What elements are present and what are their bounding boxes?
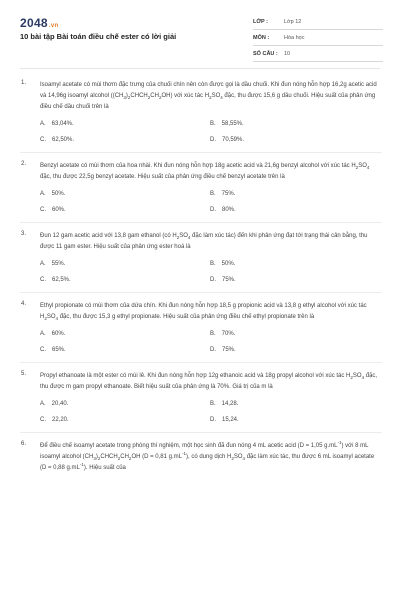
option-text: 14,28. xyxy=(221,401,239,407)
meta-value: Lớp 12 xyxy=(284,19,302,25)
option-letter: D. xyxy=(210,417,216,423)
question-separator xyxy=(20,362,382,363)
question-separator xyxy=(20,432,382,433)
option-text: 62,50%. xyxy=(52,137,75,143)
question-block xyxy=(20,441,382,474)
logo-tld: .vn xyxy=(48,23,59,29)
question-text: Đun 12 gam acetic acid với 13,8 gam ethanol (có $H_2SO_4$ đặc làm xúc tác) đến khi phản ứng đạt tới trạng thái cân bằng, thu được 11 gam ester. Hiệu suất của phản ứng ester hoá là xyxy=(40,233,368,250)
answer-option[interactable] xyxy=(210,121,244,127)
answer-option[interactable] xyxy=(40,277,71,283)
option-letter: D. xyxy=(210,347,216,353)
question-text: Để điều chế isoamyl acetate trong phòng thí nghiệm, một học sinh đã đun nóng 4 mL acetic acid (D = 1,05 $g.mL^{-1}$) với 8 mL isoamyl alcohol $(CH_3)_2CHCH_2CH_2OH$ (D = 0,81 $g.mL^{-1}$), có dung dịch $H_2SO_4$ đặc làm xúc tác, thu được 6 mL isoamyl acetate (D = 0,88 $g.mL^{-1}$). Hiệu suất của xyxy=(40,440,375,471)
option-text: 50%. xyxy=(221,261,236,267)
option-text: 60%. xyxy=(52,207,66,213)
question-number: 1. xyxy=(21,80,27,86)
question-number: 4. xyxy=(21,301,27,307)
option-letter: B. xyxy=(210,331,216,337)
question-number: 6. xyxy=(21,441,27,447)
meta-key: LỚP : xyxy=(253,19,268,25)
site-logo[interactable] xyxy=(20,16,58,30)
option-letter: D. xyxy=(210,207,216,213)
answer-option[interactable] xyxy=(40,261,65,267)
option-text: 22,20. xyxy=(52,417,69,423)
question-text: Benzyl acetate có mùi thơm của hoa nhài. Khi đun nóng hỗn hợp 18g acetic acid và 21,6g benzyl alcohol với xúc tác $H_2SO_4$ đặc, thu được 22,5g benzyl acetate. Hiệu suất của phản ứng điều chế benzyl acetate trên là xyxy=(40,163,370,180)
option-text: 75%. xyxy=(222,277,236,283)
option-letter: C. xyxy=(40,277,46,283)
question-list xyxy=(20,80,382,474)
question-text: Propyl ethanoate là một ester có mùi lê. Khi đun nóng hỗn hợp 12g ethanoic acid và 18g propyl alcohol với xúc tác $H_2SO_4$ đặc, thu được m gam propyl ethanoate. Biết hiệu suất của phản ứng là 70%. Giá trị của m là xyxy=(40,373,378,390)
meta-key: MÔN : xyxy=(253,35,270,41)
header-divider xyxy=(20,68,380,69)
option-text: 20,40. xyxy=(51,401,69,407)
option-letter: B. xyxy=(210,401,216,407)
answer-option[interactable] xyxy=(40,347,66,353)
document-meta xyxy=(253,16,383,64)
question-block xyxy=(20,161,382,223)
option-letter: A. xyxy=(40,191,46,197)
answer-options xyxy=(40,253,382,287)
meta-row-class xyxy=(253,16,383,30)
question-text: Ethyl propionate có mùi thơm của dứa chín. Khi đun nóng hỗn hợp 18,5 g propionic acid và 13,8 g ethyl alcohol với xúc tác $H_2SO_4$ đặc, thu được 15,3 g ethyl propionate. Hiệu suất của phản ứng điều chế ethyl propionate trên là xyxy=(40,303,367,322)
answer-options xyxy=(40,113,382,147)
logo-main: 2048 xyxy=(20,16,48,30)
option-text: 75%. xyxy=(221,191,236,197)
answer-option[interactable] xyxy=(210,347,236,353)
option-letter: B. xyxy=(210,191,216,197)
option-text: 63,04%. xyxy=(51,121,74,127)
question-separator xyxy=(20,292,382,293)
option-letter: C. xyxy=(40,137,46,143)
option-letter: B. xyxy=(210,121,216,127)
answer-option[interactable] xyxy=(40,137,74,143)
question-block xyxy=(20,371,382,433)
option-text: 15,24. xyxy=(222,417,239,423)
answer-option[interactable] xyxy=(210,331,235,337)
answer-option[interactable] xyxy=(40,331,65,337)
question-number: 2. xyxy=(21,161,27,167)
answer-option[interactable] xyxy=(210,277,236,283)
option-text: 75%. xyxy=(222,347,236,353)
answer-option[interactable] xyxy=(210,417,239,423)
option-letter: A. xyxy=(40,261,46,267)
question-block xyxy=(20,231,382,293)
meta-row-count xyxy=(253,48,383,62)
answer-option[interactable] xyxy=(40,121,74,127)
answer-option[interactable] xyxy=(40,417,69,423)
answer-options xyxy=(40,393,382,427)
option-text: 70,59%. xyxy=(222,137,245,143)
question-block xyxy=(20,80,382,153)
option-letter: D. xyxy=(210,137,216,143)
option-text: 60%. xyxy=(51,331,66,337)
option-text: 65%. xyxy=(52,347,66,353)
answer-option[interactable] xyxy=(40,207,66,213)
question-separator xyxy=(20,152,382,153)
option-letter: A. xyxy=(40,331,46,337)
option-text: 70%. xyxy=(221,331,236,337)
question-separator xyxy=(20,222,382,223)
question-number: 5. xyxy=(21,371,27,377)
meta-value: Hóa học xyxy=(284,35,305,41)
option-letter: A. xyxy=(40,401,46,407)
document-title: 10 bài tập Bài toán điều chế ester có lời giải xyxy=(20,32,177,41)
option-text: 62,5%. xyxy=(52,277,71,283)
option-letter: C. xyxy=(40,347,46,353)
option-text: 58,55%. xyxy=(221,121,244,127)
option-letter: C. xyxy=(40,417,46,423)
meta-key: SỐ CÂU : xyxy=(253,51,278,57)
option-text: 80%. xyxy=(222,207,236,213)
question-block xyxy=(20,301,382,363)
option-letter: B. xyxy=(210,261,216,267)
answer-options xyxy=(40,323,382,357)
question-text: Isoamyl acetate có mùi thơm đặc trưng của chuối chín nên còn được gọi là dầu chuối. Khi đun nóng hỗn hợp 16,2g acetic acid và 14,96g isoamyl alcohol $((CH_3)_2CHCH_2CH_2OH)$ với xúc tác $H_2SO_4$ đặc, thu được 15,6 g dầu chuối. Hiệu suất của phản ứng điều chế dầu chuối trên là xyxy=(40,82,377,110)
option-letter: C. xyxy=(40,207,46,213)
answer-option[interactable] xyxy=(210,191,235,197)
answer-option[interactable] xyxy=(210,207,236,213)
answer-options xyxy=(40,183,382,217)
meta-row-subject xyxy=(253,32,383,46)
answer-option[interactable] xyxy=(40,401,68,407)
option-text: 50%. xyxy=(51,191,66,197)
answer-option[interactable] xyxy=(210,137,244,143)
option-text: 55%. xyxy=(51,261,66,267)
option-letter: A. xyxy=(40,121,46,127)
answer-option[interactable] xyxy=(210,261,235,267)
meta-value: 10 xyxy=(284,51,291,57)
answer-option[interactable] xyxy=(210,401,238,407)
question-number: 3. xyxy=(21,231,27,237)
answer-option[interactable] xyxy=(40,191,65,197)
page-header xyxy=(0,0,400,68)
option-letter: D. xyxy=(210,277,216,283)
